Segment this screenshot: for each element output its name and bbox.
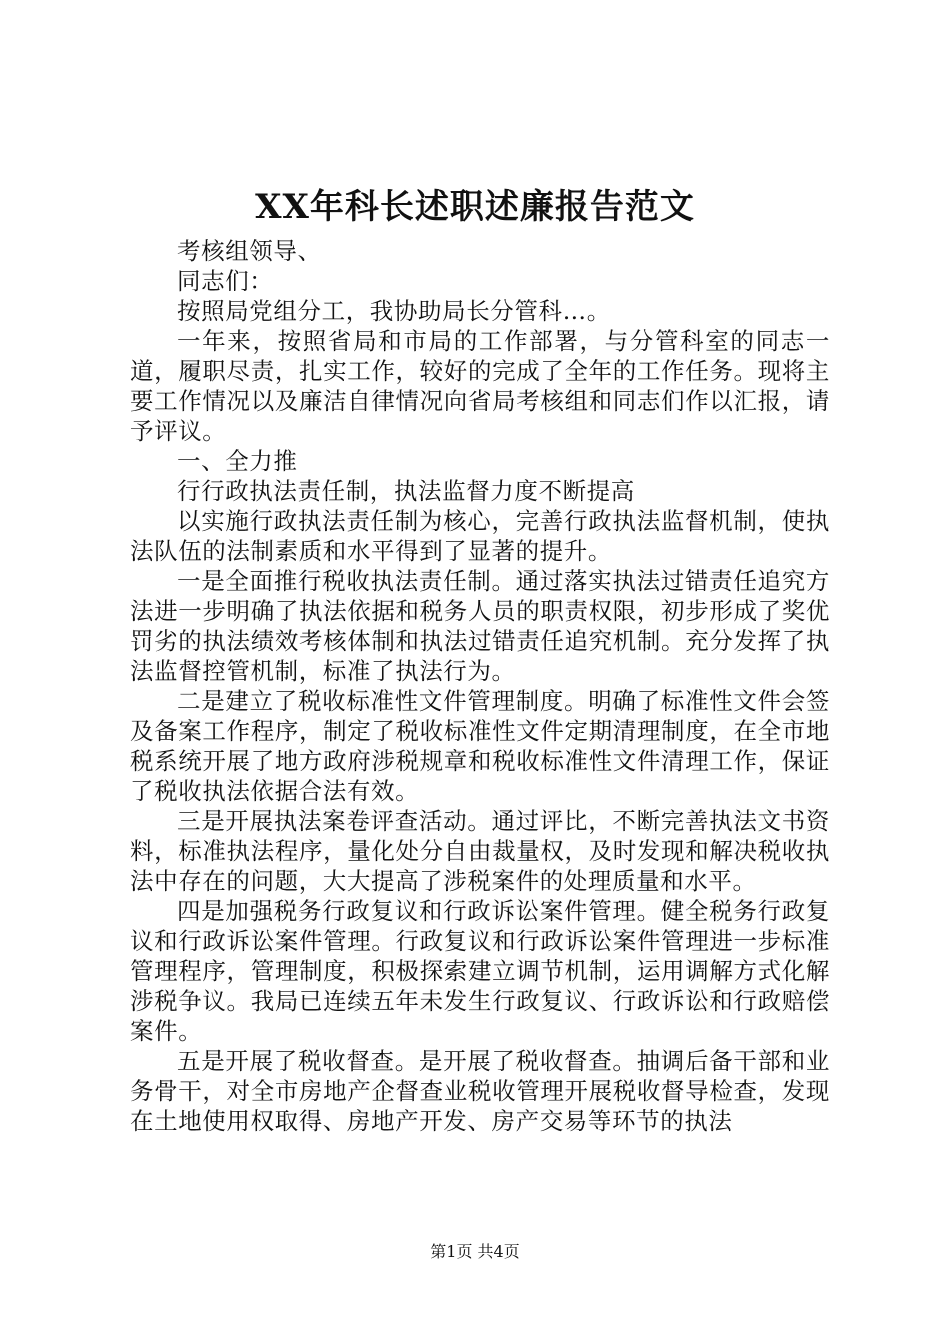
salutation-line: 考核组领导、 [177, 237, 322, 265]
document-body [130, 236, 830, 1136]
page-number-footer: 第1页 共4页 [430, 1242, 520, 1261]
paragraph: 一年来，按照省局和市局的工作部署，与分管科室的同志一道，履职尽责，扎实工作，较好的完成了全年的工作任务。现将主要工作情况以及廉洁自律情况向省局考核组和同志们作以汇报，请予评议。 [130, 327, 830, 445]
section-heading: 一、全力推 [177, 447, 298, 475]
paragraph: 二是建立了税收标准性文件管理制度。明确了标准性文件会签及备案工作程序，制定了税收标准性文件定期清理制度，在全市地税系统开展了地方政府涉税规章和税收标准性文件清理工作，保证了税收执法依据合法有效。 [130, 687, 830, 805]
paragraph: 按照局党组分工，我协助局长分管科…。 [177, 297, 611, 325]
paragraph: 三是开展执法案卷评查活动。通过评比，不断完善执法文书资料，标准执法程序，量化处分自由裁量权，及时发现和解决税收执法中存在的问题，大大提高了涉税案件的处理质量和水平。 [130, 807, 830, 895]
document-title: XX年科长述职述廉报告范文 [255, 187, 695, 227]
paragraph: 一是全面推行税收执法责任制。通过落实执法过错责任追究方法进一步明确了执法依据和税务人员的职责权限，初步形成了奖优罚劣的执法绩效考核体制和执法过错责任追究机制。充分发挥了执法监督控管机制，标准了执法行为。 [130, 567, 830, 685]
paragraph: 四是加强税务行政复议和行政诉讼案件管理。健全税务行政复议和行政诉讼案件管理。行政复议和行政诉讼案件管理进一步标准管理程序，管理制度，积极探索建立调节机制，运用调解方式化解涉税争议。我局已连续五年未发生行政复议、行政诉讼和行政赔偿案件。 [130, 897, 830, 1045]
section-heading: 行行政执法责任制，执法监督力度不断提高 [177, 477, 635, 505]
paragraph: 以实施行政执法责任制为核心，完善行政执法监督机制，使执法队伍的法制素质和水平得到了显著的提升。 [130, 507, 830, 565]
paragraph: 五是开展了税收督查。是开展了税收督查。抽调后备干部和业务骨干，对全市房地产企督查业税收管理开展税收督导检查，发现在土地使用权取得、房地产开发、房产交易等环节的执法 [130, 1047, 830, 1135]
salutation-line: 同志们： [177, 267, 274, 295]
